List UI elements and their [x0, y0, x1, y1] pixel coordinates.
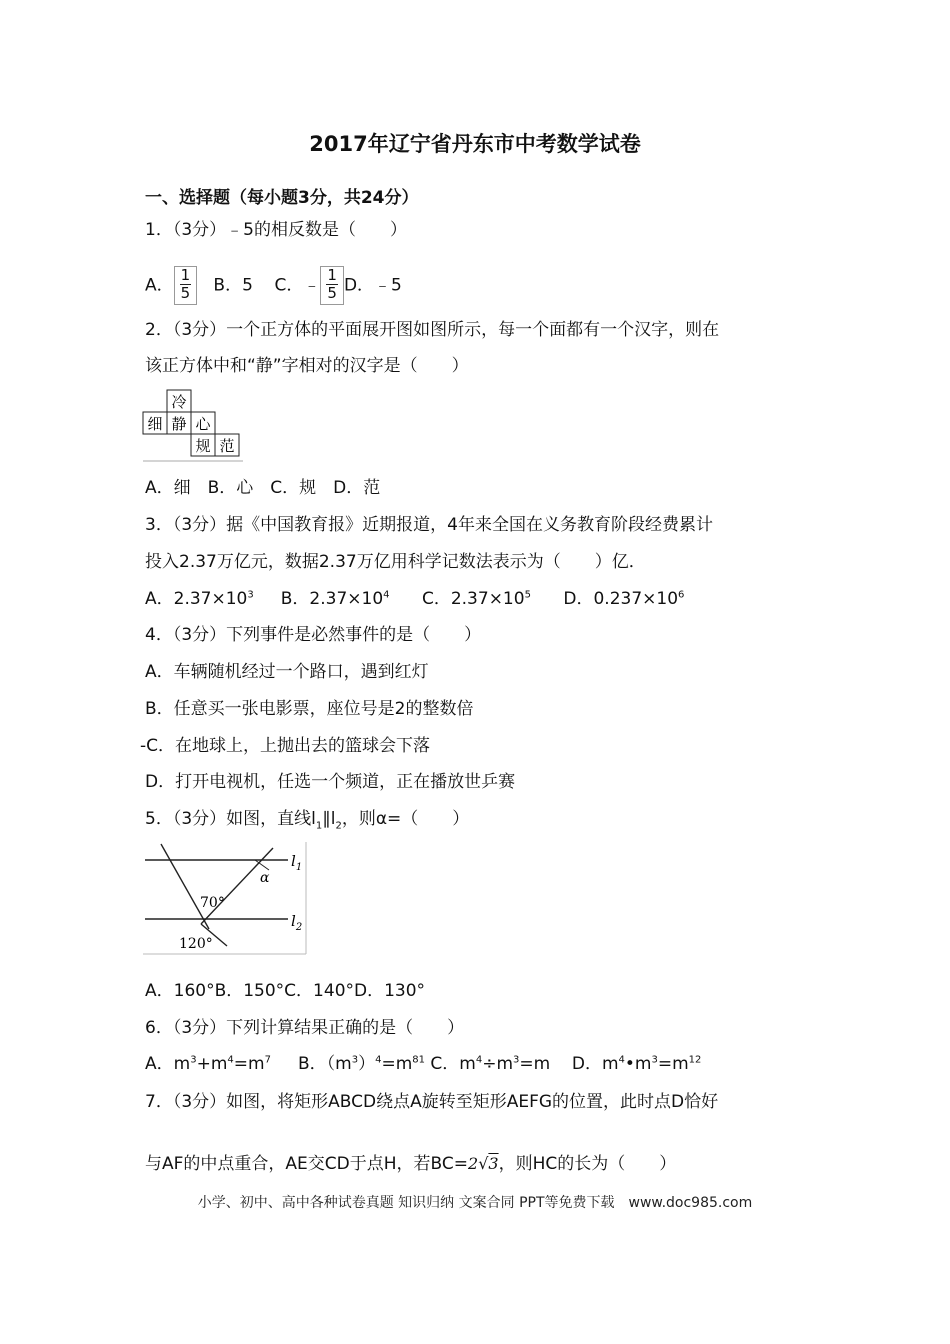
cube-net-figure — [143, 388, 243, 464]
section-heading: 一、选择题（每小题3分，共24分） — [145, 188, 419, 208]
q2-options: A．细 B．心 C．规 D．范 — [145, 478, 381, 498]
net-cell-jing: 静 — [171, 415, 187, 433]
q1-c-denominator: 5 — [327, 284, 337, 302]
page-footer: 小学、初中、高中各种试卷真题 知识归纳 文案合同 PPT等免费下载 www.doc985.com — [197, 1195, 753, 1211]
q6-option-c: C．$m^4\div m^3=m$ — [430, 1054, 551, 1074]
q1-options — [145, 266, 402, 305]
q1-option-a-fraction — [174, 266, 198, 305]
q1-c-numerator: 1 — [327, 266, 337, 284]
q4-option-c: -C．在地球上，上抛出去的篮球会下落 — [140, 736, 431, 756]
q7-stem-line2: 与AF的中点重合，AE交CD于点H，若BC=2√3，则HC的长为（ ） — [145, 1154, 677, 1174]
q4-stem: 4．（3分）下列事件是必然事件的是（ ） — [145, 625, 482, 645]
net-cell-leng: 冷 — [171, 393, 187, 411]
q6-stem: 6．（3分）下列计算结果正确的是（ ） — [145, 1018, 465, 1038]
q3-options — [145, 588, 684, 610]
q5-stem: 5．（3分）如图，直线$l_1\parallel l_2$，则α=（ ） — [145, 809, 470, 832]
q6-option-b: B．$(m^3)^4=m^{81}$ — [297, 1054, 426, 1074]
net-cell-xin: 心 — [195, 415, 211, 433]
q1-option-d: D．﹣5 — [343, 275, 402, 296]
q7-sqrt-expression: 2√3 — [468, 1154, 499, 1173]
q7-stem-line1: 7．（3分）如图，将矩形ABCD绕点A旋转至矩形AEFG的位置，此时点D恰好 — [145, 1092, 719, 1112]
q3-option-c: C．$2.37\times 10^5$ — [421, 589, 531, 609]
q3-stem-line2: 投入2.37万亿元，数据2.37万亿用科学记数法表示为（ ）亿． — [145, 552, 646, 572]
q5-options: A．160°B．150°C．140°D．130° — [145, 981, 426, 1001]
q1-a-denominator: 5 — [180, 284, 191, 302]
angle-120-label: 120° — [179, 936, 213, 952]
q1-stem: 1．（3分）﹣5的相反数是（ ） — [145, 220, 407, 240]
q6-options — [145, 1053, 701, 1075]
q1-option-a-label: A． — [145, 275, 174, 296]
exam-title: 2017年辽宁省丹东市中考数学试卷 — [309, 132, 641, 156]
net-cell-fan: 范 — [219, 437, 235, 455]
angle-alpha-label: α — [260, 870, 270, 886]
q4-option-b: B．任意买一张电影票，座位号是2的整数倍 — [145, 699, 474, 719]
line-l1-label: $l_1$ — [291, 852, 303, 873]
angle-70-label: 70° — [200, 895, 225, 911]
q1-option-c-fraction — [320, 266, 344, 305]
net-cell-gui: 规 — [195, 437, 211, 455]
q1-a-numerator: 1 — [180, 266, 191, 284]
q4-option-d: D．打开电视机，任选一个频道，正在播放世乒赛 — [145, 772, 516, 792]
q1-option-c-label: C．﹣ — [274, 275, 321, 296]
q4-option-a: A．车辆随机经过一个路口，遇到红灯 — [145, 662, 429, 682]
q3-option-b: B．$2.37\times 10^4$ — [280, 589, 390, 609]
line-l2-label: $l_2$ — [291, 912, 303, 933]
q2-stem-line2: 该正方体中和“静”字相对的汉字是（ ） — [145, 356, 469, 376]
parallel-lines-figure — [143, 842, 309, 956]
q6-option-a: A．$m^3+m^4=m^7$ — [145, 1054, 271, 1074]
net-cell-xi: 细 — [147, 415, 163, 433]
q1-option-b: B．5 — [213, 275, 253, 296]
q3-stem-line1: 3．（3分）据《中国教育报》近期报道，4年来全国在义务教育阶段经费累计 — [145, 515, 713, 535]
q3-option-a: A．$2.37\times 10^3$ — [145, 589, 254, 609]
q3-option-d: D．$0.237\times 10^6$ — [563, 589, 685, 609]
q6-option-d: D．$m^4•m^3=m^{12}$ — [571, 1054, 702, 1074]
q2-stem-line1: 2．（3分）一个正方体的平面展开图如图所示，每一个面都有一个汉字，则在 — [145, 320, 720, 340]
